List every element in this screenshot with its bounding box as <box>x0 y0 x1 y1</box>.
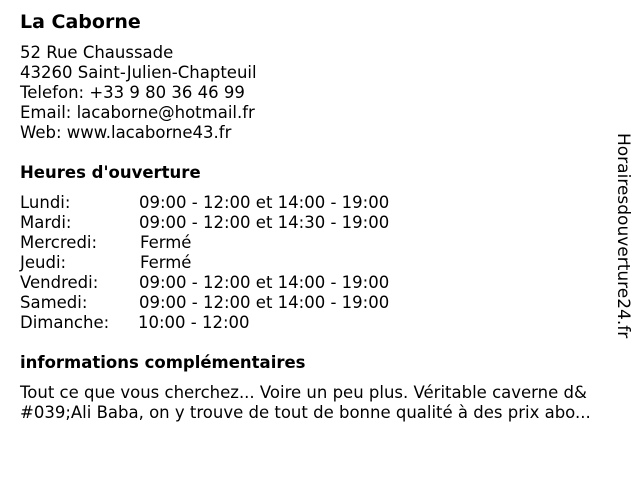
business-name: La Caborne <box>20 11 141 33</box>
day-label: Lundi: <box>20 193 71 212</box>
hours-heading: Heures d'ouverture <box>20 163 201 182</box>
day-hours: 09:00 - 12:00 et 14:30 - 19:00 <box>139 213 390 232</box>
website: Web: www.lacaborne43.fr <box>20 123 232 142</box>
phone-number: Telefon: +33 9 80 36 46 99 <box>20 83 245 102</box>
day-hours: 09:00 - 12:00 et 14:00 - 19:00 <box>139 293 390 312</box>
info-heading: informations complémentaires <box>20 353 306 372</box>
day-hours: 09:00 - 12:00 et 14:00 - 19:00 <box>139 273 390 292</box>
day-label: Samedi: <box>20 293 88 312</box>
day-label: Jeudi: <box>20 253 67 272</box>
day-hours: 09:00 - 12:00 et 14:00 - 19:00 <box>139 193 390 212</box>
day-label: Mardi: <box>20 213 72 232</box>
business-description <box>20 383 630 423</box>
day-hours: Fermé <box>140 233 192 252</box>
day-label: Dimanche: <box>20 313 110 332</box>
day-label: Mercredi: <box>20 233 98 252</box>
description-line: Tout ce que vous cherchez... Voire un peu plus. Véritable caverne d& <box>20 383 587 402</box>
street-address: 52 Rue Chaussade <box>20 43 174 62</box>
description-line: #039;Ali Baba, on y trouve de tout de bonne qualité à des prix abo... <box>20 403 591 422</box>
email-address: Email: lacaborne@hotmail.fr <box>20 103 255 122</box>
day-hours: 10:00 - 12:00 <box>138 313 250 332</box>
day-label: Vendredi: <box>20 273 99 292</box>
city-address: 43260 Saint-Julien-Chapteuil <box>20 63 257 82</box>
contact-details <box>20 43 257 143</box>
watermark-text: Horairesdouverture24.fr <box>613 133 633 339</box>
day-hours: Fermé <box>140 253 192 272</box>
